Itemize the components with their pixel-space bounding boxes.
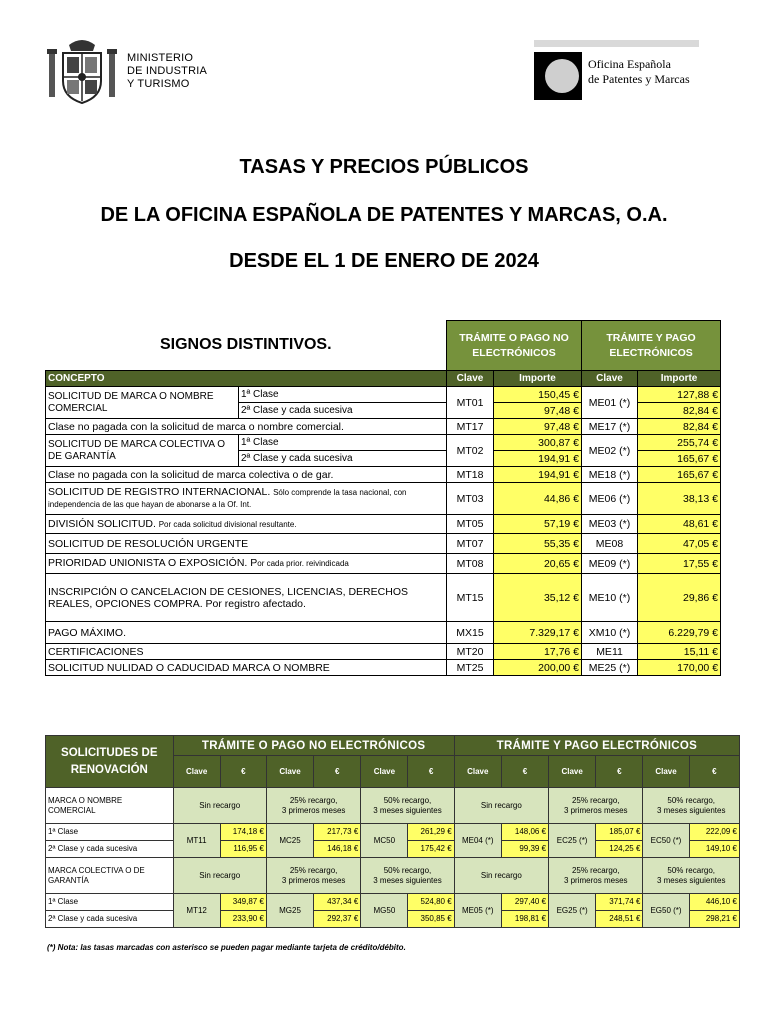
row-amount: 174,18 € <box>220 824 266 841</box>
row-amount: 99,39 € <box>501 841 548 858</box>
row-label: SOLICITUD DE MARCA O NOMBRE COMERCIAL <box>46 387 239 419</box>
recargo-50: 50% recargo, 3 meses siguientes <box>361 858 454 894</box>
row-code: MT12 <box>173 894 220 928</box>
row-amount: 292,37 € <box>314 911 361 928</box>
row-sub-label: 1ª Clase <box>46 894 174 911</box>
sin-recargo: Sin recargo <box>173 858 266 894</box>
row-code-electronic: ME11 <box>582 644 638 660</box>
row-sub-label: 2ª Clase y cada sucesiva <box>46 911 174 928</box>
sin-recargo: Sin recargo <box>454 858 548 894</box>
row-code: MT15 <box>447 574 494 622</box>
recargo-25: 25% recargo, 3 primeros meses <box>266 788 360 824</box>
row-amount-electronic: 15,11 € <box>638 644 721 660</box>
row-code: MT18 <box>447 467 494 483</box>
row-code: MT17 <box>447 419 494 435</box>
row-note: or cada prior. reivindicada <box>257 559 349 568</box>
row-sub-label: 2ª Clase y cada sucesiva <box>239 403 447 419</box>
row-amount: 7.329,17 € <box>494 622 582 644</box>
row-code-electronic: XM10 (*) <box>582 622 638 644</box>
table-row <box>46 858 740 894</box>
row-code: MX15 <box>447 622 494 644</box>
row-amount: 57,19 € <box>494 515 582 534</box>
row-amount: 298,21 € <box>689 911 739 928</box>
group-header-non-electronic: TRÁMITE O PAGO NO ELECTRÓNICOS <box>447 321 582 371</box>
col-euro: € <box>220 756 266 788</box>
row-code-electronic: ME09 (*) <box>582 554 638 574</box>
col-clave: Clave <box>549 756 596 788</box>
row-code: MG50 <box>361 894 408 928</box>
row-code: MT01 <box>447 387 494 419</box>
row-amount: 185,07 € <box>596 824 643 841</box>
col-clave: Clave <box>643 756 689 788</box>
row-amount-electronic: 165,67 € <box>638 467 721 483</box>
sin-recargo: Sin recargo <box>454 788 548 824</box>
row-code: EC50 (*) <box>643 824 689 858</box>
title-line-1: TASAS Y PRECIOS PÚBLICOS <box>239 156 529 178</box>
col-euro: € <box>501 756 548 788</box>
row-code: MC50 <box>361 824 408 858</box>
row-note: Sólo comprende la tasa nacional, con independencia de las que hayan de abonarse a la Of. Int. <box>48 488 407 509</box>
row-code: EG25 (*) <box>549 894 596 928</box>
row-amount: 437,34 € <box>314 894 361 911</box>
row-label-cell <box>46 483 447 515</box>
row-label: SOLICITUD DE REGISTRO INTERNACIONAL. <box>48 486 271 498</box>
col-clave: Clave <box>361 756 408 788</box>
row-amount: 194,91 € <box>494 467 582 483</box>
table-row <box>46 660 721 676</box>
table-row <box>46 554 721 574</box>
row-code: MT08 <box>447 554 494 574</box>
ministry-logo <box>45 33 225 109</box>
footnote: (*) Nota: las tasas marcadas con asterisco se pueden pagar mediante tarjeta de crédito/débito. <box>47 943 406 952</box>
row-code: EG50 (*) <box>643 894 689 928</box>
row-sub-label: 2ª Clase y cada sucesiva <box>239 451 447 467</box>
row-amount-electronic: 6.229,79 € <box>638 622 721 644</box>
table-row <box>46 419 721 435</box>
row-code: MT07 <box>447 534 494 554</box>
row-amount: 175,42 € <box>408 841 454 858</box>
col-clave: Clave <box>173 756 220 788</box>
row-amount: 233,90 € <box>220 911 266 928</box>
oepm-logo-bar <box>534 40 699 47</box>
table-row <box>46 824 740 841</box>
row-label: INSCRIPCIÓN O CANCELACION DE CESIONES, LICENCIAS, DERECHOS REALES, OPCIONES COMPRA. Por registro afectado. <box>46 574 447 622</box>
row-amount-electronic: 29,86 € <box>638 574 721 622</box>
recargo-50: 50% recargo, 3 meses siguientes <box>643 788 740 824</box>
row-label: Clase no pagada con la solicitud de marca colectiva o de gar. <box>46 467 447 483</box>
row-code: MT25 <box>447 660 494 676</box>
row-amount-electronic: 255,74 € <box>638 435 721 451</box>
column-header-clave-electronic: Clave <box>582 371 638 387</box>
recargo-50: 50% recargo, 3 meses siguientes <box>643 858 740 894</box>
row-amount: 446,10 € <box>689 894 739 911</box>
title-line-2: DE LA OFICINA ESPAÑOLA DE PATENTES Y MARCAS, O.A. <box>100 204 668 226</box>
signos-distintivos-table <box>45 320 721 676</box>
renovacion-title: SOLICITUDES DE RENOVACIÓN <box>46 736 174 788</box>
col-euro: € <box>408 756 454 788</box>
row-label: Clase no pagada con la solicitud de marca o nombre comercial. <box>46 419 447 435</box>
row-amount-electronic: 82,84 € <box>638 419 721 435</box>
row-amount: 149,10 € <box>689 841 739 858</box>
group-header-non-electronic: TRÁMITE O PAGO NO ELECTRÓNICOS <box>173 736 454 756</box>
row-amount: 116,95 € <box>220 841 266 858</box>
recargo-50: 50% recargo, 3 meses siguientes <box>361 788 454 824</box>
column-header-importe-electronic: Importe <box>638 371 721 387</box>
ministry-name: MINISTERIO DE INDUSTRIA Y TURISMO <box>127 51 208 90</box>
row-amount: 297,40 € <box>501 894 548 911</box>
row-amount-electronic: 38,13 € <box>638 483 721 515</box>
row-note: Por cada solicitud divisional resultante. <box>158 519 297 529</box>
row-amount: 17,76 € <box>494 644 582 660</box>
column-header-concepto: CONCEPTO <box>46 371 447 387</box>
section-title: SIGNOS DISTINTIVOS. <box>159 336 332 354</box>
oepm-logo <box>534 40 699 105</box>
row-amount: 124,25 € <box>596 841 643 858</box>
row-code: MG25 <box>266 894 313 928</box>
sin-recargo: Sin recargo <box>173 788 266 824</box>
row-amount-electronic: 127,88 € <box>638 387 721 403</box>
table-row <box>46 644 721 660</box>
col-euro: € <box>314 756 361 788</box>
row-label: SOLICITUD NULIDAD O CADUCIDAD MARCA O NOMBRE <box>46 660 447 676</box>
title-line-3: DESDE EL 1 DE ENERO DE 2024 <box>229 250 539 272</box>
row-code: MT20 <box>447 644 494 660</box>
table-row <box>46 515 721 534</box>
group-label: MARCA COLECTIVA O DE GARANTÍA <box>46 858 174 894</box>
table-row <box>46 387 721 403</box>
row-amount: 148,06 € <box>501 824 548 841</box>
table-row <box>46 788 740 824</box>
row-amount: 20,65 € <box>494 554 582 574</box>
group-header-electronic: TRÁMITE Y PAGO ELECTRÓNICOS <box>454 736 739 756</box>
row-amount: 524,80 € <box>408 894 454 911</box>
row-code-electronic: ME18 (*) <box>582 467 638 483</box>
row-amount-electronic: 47,05 € <box>638 534 721 554</box>
row-amount: 150,45 € <box>494 387 582 403</box>
group-label: MARCA O NOMBRE COMERCIAL <box>46 788 174 824</box>
row-amount: 194,91 € <box>494 451 582 467</box>
coat-of-arms-icon <box>45 35 119 107</box>
row-amount-electronic: 165,67 € <box>638 451 721 467</box>
row-amount: 248,51 € <box>596 911 643 928</box>
row-amount: 97,48 € <box>494 419 582 435</box>
oepm-name: Oficina Española de Patentes y Marcas <box>588 57 690 86</box>
row-label: PAGO MÁXIMO. <box>46 622 447 644</box>
row-code: ME04 (*) <box>454 824 501 858</box>
row-amount: 44,86 € <box>494 483 582 515</box>
table-row <box>46 435 721 451</box>
row-amount: 200,00 € <box>494 660 582 676</box>
row-code: EC25 (*) <box>549 824 596 858</box>
row-amount-electronic: 48,61 € <box>638 515 721 534</box>
row-code-electronic: ME01 (*) <box>582 387 638 419</box>
row-code-electronic: ME17 (*) <box>582 419 638 435</box>
row-amount: 198,81 € <box>501 911 548 928</box>
table-row <box>46 894 740 911</box>
row-amount-electronic: 170,00 € <box>638 660 721 676</box>
column-header-clave: Clave <box>447 371 494 387</box>
column-header-importe: Importe <box>494 371 582 387</box>
row-sub-label: 1ª Clase <box>239 435 447 451</box>
row-label-cell <box>46 515 447 534</box>
oepm-mark-icon <box>534 50 582 102</box>
col-euro: € <box>596 756 643 788</box>
row-amount: 146,18 € <box>314 841 361 858</box>
row-code-electronic: ME06 (*) <box>582 483 638 515</box>
row-amount-electronic: 82,84 € <box>638 403 721 419</box>
table-row <box>46 467 721 483</box>
row-code-electronic: ME25 (*) <box>582 660 638 676</box>
table-row <box>46 622 721 644</box>
renovacion-table <box>45 735 740 928</box>
row-sub-label: 1ª Clase <box>239 387 447 403</box>
row-code-electronic: ME08 <box>582 534 638 554</box>
col-clave: Clave <box>454 756 501 788</box>
recargo-25: 25% recargo, 3 primeros meses <box>266 858 360 894</box>
recargo-25: 25% recargo, 3 primeros meses <box>549 788 643 824</box>
row-label: PRIORIDAD UNIONISTA O EXPOSICIÓN. P <box>48 557 258 569</box>
row-amount: 55,35 € <box>494 534 582 554</box>
row-amount: 300,87 € <box>494 435 582 451</box>
row-sub-label: 2ª Clase y cada sucesiva <box>46 841 174 858</box>
row-code-electronic: ME02 (*) <box>582 435 638 467</box>
row-code: MT03 <box>447 483 494 515</box>
row-code: MC25 <box>266 824 313 858</box>
table-row <box>46 534 721 554</box>
table-row <box>46 574 721 622</box>
row-label: CERTIFICACIONES <box>46 644 447 660</box>
row-amount: 97,48 € <box>494 403 582 419</box>
row-amount: 222,09 € <box>689 824 739 841</box>
row-code: MT02 <box>447 435 494 467</box>
row-code-electronic: ME03 (*) <box>582 515 638 534</box>
row-amount: 371,74 € <box>596 894 643 911</box>
row-amount: 217,73 € <box>314 824 361 841</box>
row-code: MT11 <box>173 824 220 858</box>
table-row <box>46 483 721 515</box>
group-header-electronic: TRÁMITE Y PAGO ELECTRÓNICOS <box>582 321 721 371</box>
row-amount: 349,87 € <box>220 894 266 911</box>
row-code-electronic: ME10 (*) <box>582 574 638 622</box>
row-amount: 35,12 € <box>494 574 582 622</box>
row-code: ME05 (*) <box>454 894 501 928</box>
col-clave: Clave <box>266 756 313 788</box>
row-code: MT05 <box>447 515 494 534</box>
row-amount: 261,29 € <box>408 824 454 841</box>
recargo-25: 25% recargo, 3 primeros meses <box>549 858 643 894</box>
row-amount-electronic: 17,55 € <box>638 554 721 574</box>
row-label: DIVISIÓN SOLICITUD. <box>48 517 156 530</box>
row-amount: 350,85 € <box>408 911 454 928</box>
row-label: SOLICITUD DE MARCA COLECTIVA O DE GARANTÍA <box>46 435 239 467</box>
row-sub-label: 1ª Clase <box>46 824 174 841</box>
row-label: SOLICITUD DE RESOLUCIÓN URGENTE <box>46 534 447 554</box>
row-label-cell <box>46 554 447 574</box>
col-euro: € <box>689 756 739 788</box>
